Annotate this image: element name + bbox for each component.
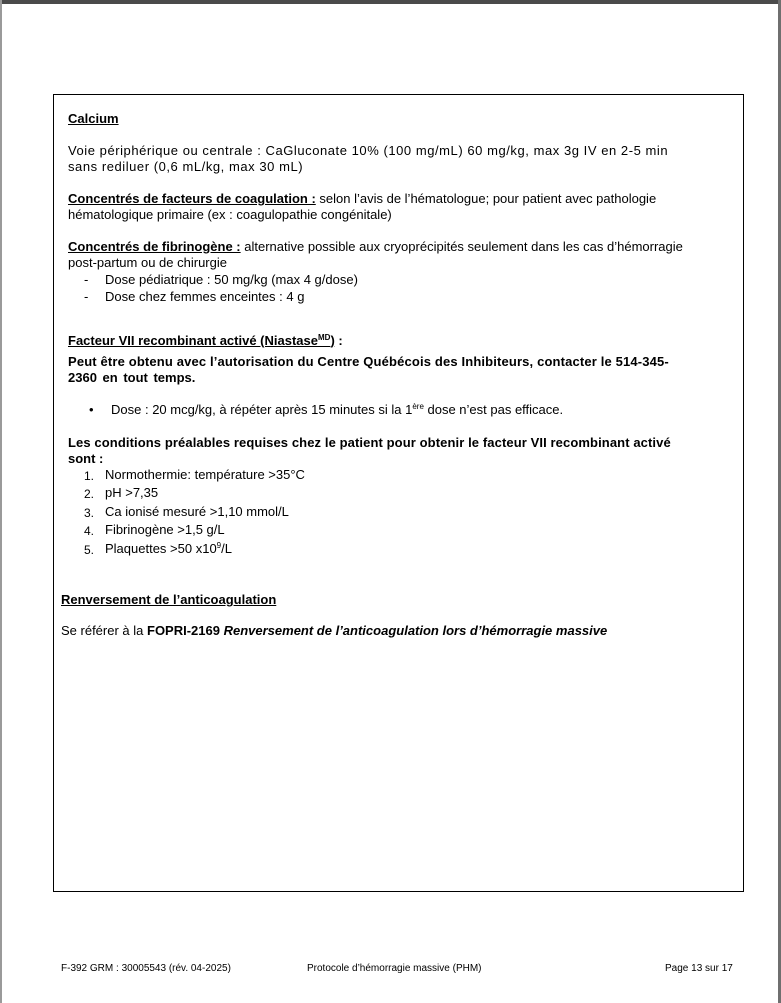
- condition-item-sup: 9: [216, 541, 222, 550]
- reversal-doc-ref: FOPRI-2169: [147, 623, 220, 638]
- fib-text-2: post-partum ou de chirurgie: [68, 255, 227, 270]
- condition-number: 1.: [84, 469, 95, 483]
- f7-dose-bullet: •: [89, 402, 94, 417]
- reversal-heading: Renversement de l’anticoagulation: [61, 592, 277, 607]
- condition-item: Ca ionisé mesuré >1,10 mmol/L: [105, 504, 289, 519]
- fib-item-1: Dose pédiatrique : 50 mg/kg (max 4 g/dose): [105, 272, 358, 287]
- calcium-line-1: Voie périphérique ou centrale : CaGluconate 10% (100 mg/mL) 60 mg/kg, max 3g IV en 2-5 min: [68, 143, 669, 158]
- condition-number: 4.: [84, 524, 95, 538]
- page-left-edge: [0, 0, 2, 1003]
- calcium-line-2: sans rediluer (0,6 mL/kg, max 30 mL): [68, 159, 304, 174]
- condition-item-tail: /L: [221, 541, 232, 556]
- reversal-text-a: Se référer à la: [61, 623, 147, 638]
- fib-text-1: alternative possible aux cryoprécipités seulement dans les cas d’hémorragie: [240, 239, 683, 254]
- condition-item: pH >7,35: [105, 485, 159, 500]
- footer-page-number: Page 13 sur 17: [665, 963, 733, 974]
- calcium-heading: Calcium: [68, 111, 119, 126]
- condition-item: Normothermie: température >35°C: [105, 467, 305, 482]
- coag-heading: Concentrés de facteurs de coagulation :: [68, 191, 316, 206]
- footer-center: Protocole d’hémorragie massive (PHM): [307, 963, 482, 974]
- f7-dose-line: [111, 402, 563, 418]
- f7-heading-sup: MD: [317, 333, 331, 342]
- fib-bullet: -: [84, 272, 89, 287]
- fib-bullet: -: [84, 289, 89, 304]
- condition-item: [105, 541, 232, 557]
- fib-heading: Concentrés de fibrinogène :: [68, 239, 241, 254]
- fib-paragraph-line-1: [68, 239, 683, 255]
- reversal-doc-title: Renversement de l’anticoagulation lors d’hémorragie massive: [219, 623, 608, 638]
- coag-text-2: hématologique primaire (ex : coagulopathie congénitale): [68, 207, 392, 222]
- f7-heading-text: Facteur VII recombinant activé (Niastase: [68, 333, 318, 348]
- f7-note-line-1: Peut être obtenu avec l’autorisation du Centre Québécois des Inhibiteurs, contacter le 514-345-: [68, 354, 669, 369]
- condition-item-text: Plaquettes >50 x10: [105, 541, 217, 556]
- reversal-text: [61, 623, 607, 639]
- f7-dose-text-a: 20 mcg/kg, à répéter après 15 minutes si la 1: [148, 402, 413, 417]
- f7-dose-text-b: dose n’est pas efficace.: [423, 402, 564, 417]
- f7-dose-sup: ère: [412, 402, 424, 411]
- coag-text-1: selon l’avis de l’hématologue; pour patient avec pathologie: [315, 191, 657, 206]
- condition-number: 2.: [84, 487, 95, 501]
- viewer-top-border: [0, 0, 781, 4]
- f7-heading-close: ): [330, 333, 335, 348]
- f7-heading-colon: :: [334, 333, 343, 348]
- f7-heading: [68, 333, 343, 349]
- f7-note-line-2: 2360 en tout temps.: [68, 370, 196, 385]
- condition-item: Fibrinogène >1,5 g/L: [105, 522, 225, 537]
- f7-dose-label: Dose :: [111, 402, 149, 417]
- f7-conditions-line-2: sont :: [68, 451, 104, 466]
- footer-left: F-392 GRM : 30005543 (rév. 04-2025): [61, 963, 231, 974]
- condition-number: 5.: [84, 543, 95, 557]
- coag-paragraph-line-1: [68, 191, 656, 207]
- fib-item-2: Dose chez femmes enceintes : 4 g: [105, 289, 305, 304]
- condition-number: 3.: [84, 506, 95, 520]
- f7-conditions-line-1: Les conditions préalables requises chez le patient pour obtenir le facteur VII recombinant activé: [68, 435, 671, 450]
